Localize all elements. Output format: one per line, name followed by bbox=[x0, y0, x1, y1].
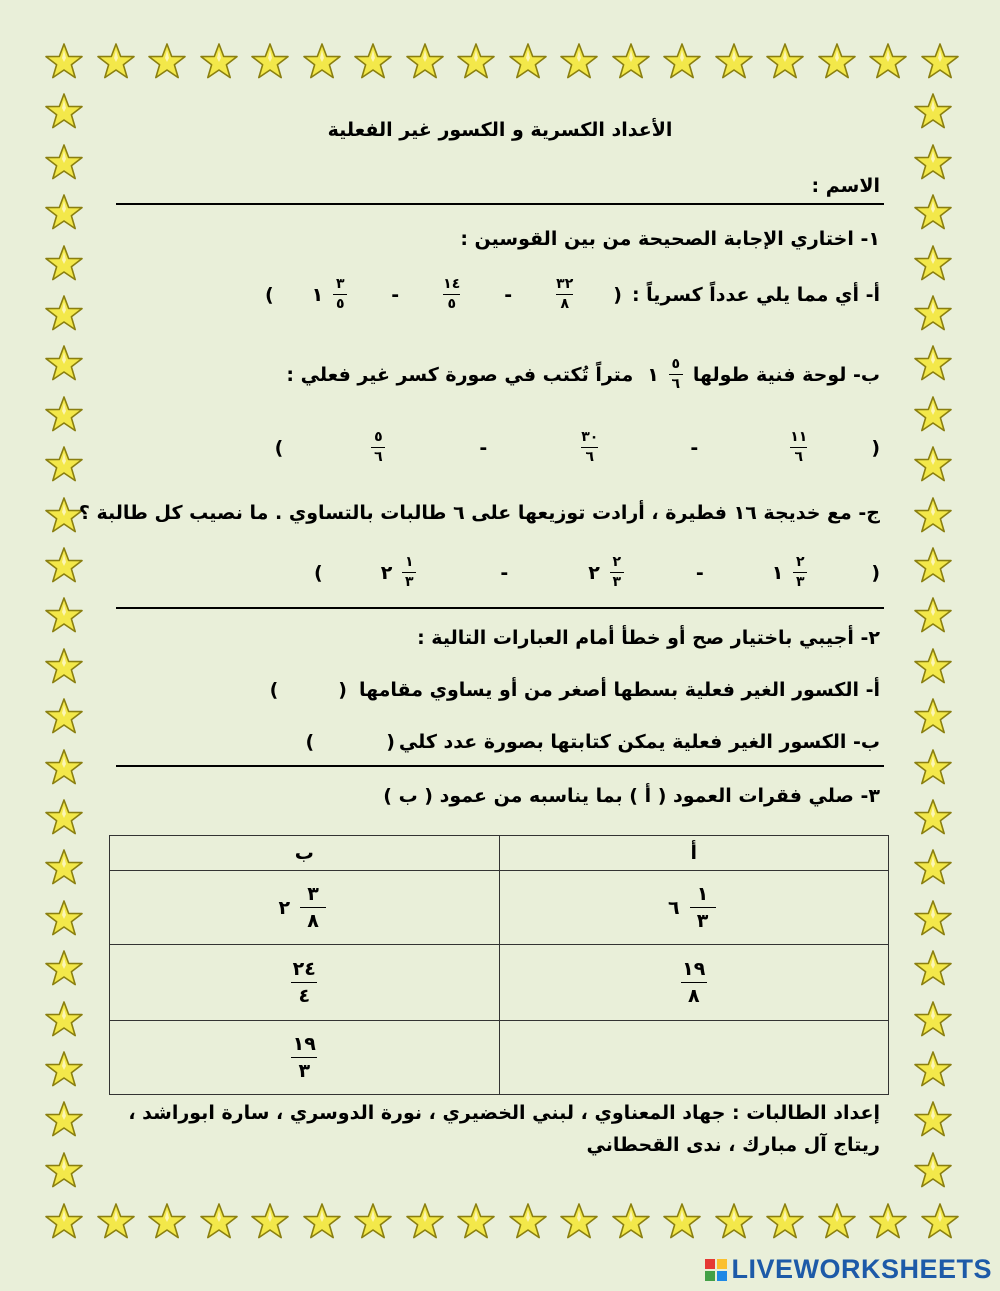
q1c-option-3[interactable]: $\frac{١}{٣}$ ٢ bbox=[381, 555, 421, 590]
star-icon bbox=[913, 244, 953, 284]
q1a-option-2[interactable]: $\frac{١٤}{٥}$ bbox=[443, 276, 461, 312]
star-icon bbox=[353, 1202, 393, 1242]
q1a-stem: أ- أي مما يلي عدداً كسرياً : bbox=[631, 283, 880, 306]
star-icon bbox=[44, 1151, 84, 1191]
star-icon bbox=[302, 42, 342, 82]
q1a-option-3[interactable]: $\frac{٣}{٥}$ ١ bbox=[312, 277, 352, 312]
star-icon bbox=[913, 193, 953, 233]
star-icon bbox=[913, 848, 953, 888]
liveworksheets-brand bbox=[705, 1254, 992, 1285]
star-icon bbox=[817, 42, 857, 82]
q1b-stem-row: ب- لوحة فنية طولها $\frac{٥}{٦}$ ١ متراً تُكتب في صورة كسر غير فعلي : bbox=[286, 356, 880, 392]
q1b-option-3[interactable]: $\frac{٥}{٦}$ bbox=[371, 430, 385, 465]
brand-text: LIVEWORKSHEETS bbox=[731, 1254, 992, 1284]
q1c-option-1[interactable]: $\frac{٢}{٣}$ ١ bbox=[772, 555, 812, 590]
star-icon bbox=[44, 748, 84, 788]
star-icon bbox=[44, 1202, 84, 1242]
star-icon bbox=[508, 1202, 548, 1242]
star-icon bbox=[714, 1202, 754, 1242]
star-icon bbox=[913, 546, 953, 586]
column-b-item[interactable]: $\frac{١٩}{٣}$ bbox=[110, 1021, 500, 1095]
name-label: الاسم : bbox=[811, 175, 880, 197]
star-icon bbox=[913, 596, 953, 636]
star-icon bbox=[44, 193, 84, 233]
q1b-option-2[interactable]: $\frac{٣٠}{٦}$ bbox=[581, 429, 599, 465]
matching-table bbox=[109, 835, 889, 1095]
column-b-header: ب bbox=[110, 836, 500, 871]
q1b-options: ( $\frac{١١}{٦}$ - $\frac{٣٠}{٦}$ - $\frac{٥}{٦}$ ) bbox=[274, 429, 880, 465]
credits: إعداد الطالبات : جهاد المعناوي ، لبني الخضيري ، نورة الدوسري ، سارة ابوراشد ، ريتاج آل مبارك ، ندى القحطاني bbox=[128, 1102, 880, 1156]
star-icon bbox=[44, 244, 84, 284]
star-icon bbox=[913, 1100, 953, 1140]
star-icon bbox=[96, 42, 136, 82]
divider bbox=[116, 607, 884, 609]
q1b-mixed-number: $\frac{٥}{٦}$ ١ bbox=[647, 357, 687, 392]
star-icon bbox=[44, 697, 84, 737]
star-icon bbox=[913, 899, 953, 939]
star-icon bbox=[714, 42, 754, 82]
star-icon bbox=[44, 1100, 84, 1140]
star-icon bbox=[250, 1202, 290, 1242]
star-icon bbox=[765, 1202, 805, 1242]
star-icon bbox=[920, 42, 960, 82]
star-icon bbox=[44, 344, 84, 384]
star-icon bbox=[44, 143, 84, 183]
star-icon bbox=[147, 1202, 187, 1242]
q1c-option-2[interactable]: $\frac{٢}{٣}$ ٢ bbox=[588, 555, 628, 590]
star-icon bbox=[913, 143, 953, 183]
star-icon bbox=[868, 42, 908, 82]
q2-heading: ٢- أجيبي باختيار صح أو خطأ أمام العبارات التالية : bbox=[417, 627, 880, 649]
star-icon bbox=[405, 42, 445, 82]
star-icon bbox=[913, 92, 953, 132]
star-icon bbox=[250, 42, 290, 82]
star-icon bbox=[405, 1202, 445, 1242]
star-icon bbox=[44, 596, 84, 636]
star-icon bbox=[353, 42, 393, 82]
column-b-item[interactable]: $\frac{٢٤}{٤}$ bbox=[110, 945, 500, 1021]
star-icon bbox=[765, 42, 805, 82]
star-icon bbox=[913, 798, 953, 838]
column-a-item[interactable]: $\frac{١٩}{٨}$ bbox=[499, 945, 889, 1021]
star-icon bbox=[44, 848, 84, 888]
column-a-item[interactable]: $\frac{١}{٣}$ ٦ bbox=[499, 871, 889, 945]
star-icon bbox=[456, 42, 496, 82]
q2a-answer-box[interactable] bbox=[278, 679, 338, 701]
q1a-option-1[interactable]: $\frac{٣٢}{٨}$ bbox=[556, 276, 574, 312]
q1-heading: ١- اختاري الإجابة الصحيحة من بين القوسين : bbox=[460, 228, 880, 250]
close-paren: ) bbox=[264, 283, 274, 306]
column-a-header: أ bbox=[499, 836, 889, 871]
q2a-statement: أ- الكسور الغير فعلية بسطها أصغر من أو يساوي مقامها bbox=[358, 679, 880, 701]
star-icon bbox=[817, 1202, 857, 1242]
star-icon bbox=[913, 647, 953, 687]
q2b-statement: ب- الكسور الغير فعلية يمكن كتابتها بصورة عدد كلي bbox=[398, 731, 880, 753]
star-icon bbox=[302, 1202, 342, 1242]
star-icon bbox=[44, 1000, 84, 1040]
star-icon bbox=[662, 1202, 702, 1242]
star-icon bbox=[44, 647, 84, 687]
star-icon bbox=[559, 42, 599, 82]
star-icon bbox=[44, 949, 84, 989]
star-icon bbox=[44, 92, 84, 132]
star-icon bbox=[44, 546, 84, 586]
divider bbox=[116, 203, 884, 205]
star-icon bbox=[913, 1000, 953, 1040]
column-a-empty-cell bbox=[499, 1021, 889, 1095]
star-icon bbox=[611, 42, 651, 82]
star-icon bbox=[611, 1202, 651, 1242]
star-icon bbox=[913, 949, 953, 989]
star-icon bbox=[559, 1202, 599, 1242]
star-icon bbox=[913, 1050, 953, 1090]
q2b-row: ب- الكسور الغير فعلية يمكن كتابتها بصورة عدد كلي ( ) bbox=[305, 731, 880, 753]
star-icon bbox=[44, 395, 84, 435]
star-icon bbox=[44, 798, 84, 838]
star-icon bbox=[913, 748, 953, 788]
star-icon bbox=[456, 1202, 496, 1242]
star-icon bbox=[44, 42, 84, 82]
page-title: الأعداد الكسرية و الكسور غير الفعلية bbox=[327, 119, 673, 141]
q2b-answer-box[interactable] bbox=[314, 731, 386, 753]
star-icon bbox=[913, 395, 953, 435]
q1a-row: أ- أي مما يلي عدداً كسرياً : ( $\frac{٣٢}{٨}$ - $\frac{١٤}{٥}$ - $\frac{٣}{٥}$ ١ ) bbox=[264, 276, 880, 312]
q1c-stem: ج- مع خديجة ١٦ فطيرة ، أرادت توزيعها على ٦ طالبات بالتساوي . ما نصيب كل طالبة ؟ bbox=[78, 502, 880, 524]
star-icon bbox=[508, 42, 548, 82]
star-icon bbox=[44, 1050, 84, 1090]
star-icon bbox=[868, 1202, 908, 1242]
star-icon bbox=[913, 1151, 953, 1191]
q1c-options: ( $\frac{٢}{٣}$ ١ - $\frac{٢}{٣}$ ٢ - $\frac{١}{٣}$ ٢ ) bbox=[314, 554, 880, 590]
star-icon bbox=[96, 1202, 136, 1242]
q3-heading: ٣- صلي فقرات العمود ( أ ) بما يناسبه من عمود ( ب ) bbox=[383, 785, 880, 807]
star-icon bbox=[662, 42, 702, 82]
star-icon bbox=[920, 1202, 960, 1242]
open-paren: ( bbox=[613, 283, 622, 306]
star-icon bbox=[913, 445, 953, 485]
star-icon bbox=[199, 1202, 239, 1242]
star-icon bbox=[913, 697, 953, 737]
star-icon bbox=[44, 294, 84, 334]
star-icon bbox=[913, 344, 953, 384]
star-icon bbox=[199, 42, 239, 82]
column-b-item[interactable]: $\frac{٣}{٨}$ ٢ bbox=[110, 871, 500, 945]
divider bbox=[116, 765, 884, 767]
worksheet bbox=[78, 95, 910, 1205]
star-icon bbox=[913, 496, 953, 536]
star-icon bbox=[44, 899, 84, 939]
star-icon bbox=[147, 42, 187, 82]
q1b-option-1[interactable]: $\frac{١١}{٦}$ bbox=[790, 429, 808, 465]
star-icon bbox=[44, 445, 84, 485]
liveworksheets-logo-icon bbox=[705, 1259, 727, 1281]
star-icon bbox=[913, 294, 953, 334]
q2a-row: أ- الكسور الغير فعلية بسطها أصغر من أو يساوي مقامها ( ) bbox=[269, 679, 880, 701]
